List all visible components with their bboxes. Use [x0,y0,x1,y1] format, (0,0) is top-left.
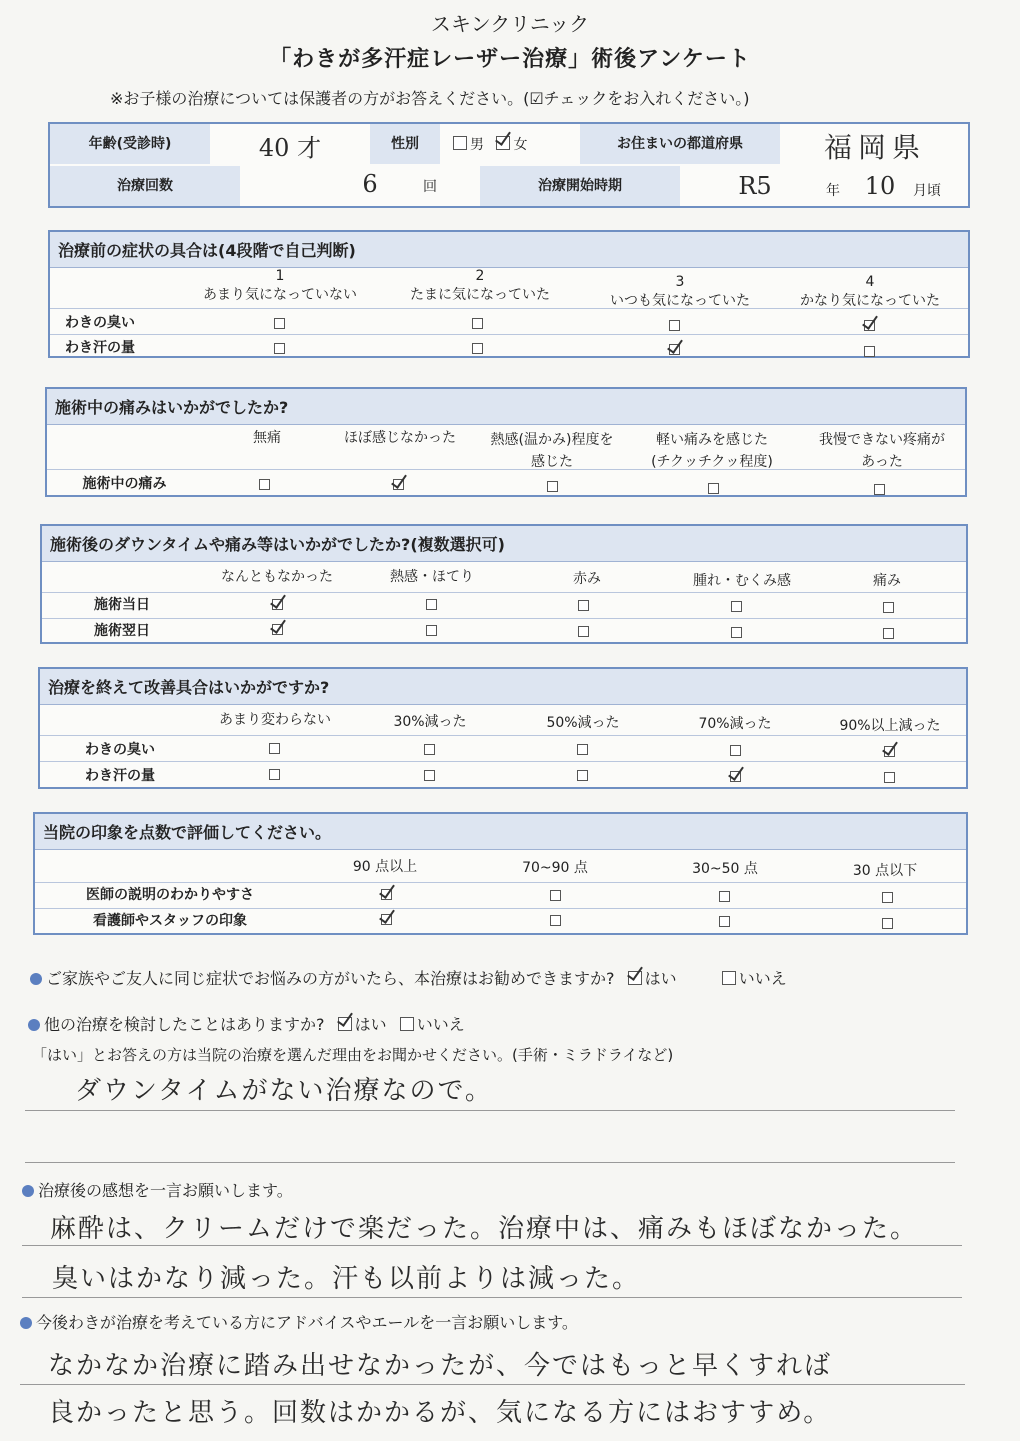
answer-line [22,1245,962,1246]
col-header: 2 たまに気になっていた [410,268,550,303]
checkbox[interactable] [472,318,483,329]
checkbox[interactable] [669,344,680,355]
improvement-section [38,667,968,789]
answer-line [25,1162,955,1163]
checkbox[interactable] [883,602,894,613]
checkbox[interactable] [884,746,895,757]
col-header: 30 点以下 [852,863,918,879]
checkbox[interactable] [274,343,285,354]
yes-label: はい [644,969,677,988]
question-impression [22,1178,293,1201]
checkbox[interactable] [719,891,730,902]
col-header: 90%以上減った [839,718,941,734]
no-label: いいえ [416,1015,465,1034]
question-text: 今後わきが治療を考えている方にアドバイスやエールを一言お願いします。 [36,1313,578,1332]
row-label: 施術中の痛み [82,476,167,492]
checkbox[interactable] [883,628,894,639]
checkbox[interactable] [272,624,283,635]
col-header: 70~90 点 [522,860,588,876]
col-header: 赤み [573,571,601,587]
question-other-treatment [28,1012,988,1035]
count-value: 6 [362,170,378,198]
checkbox[interactable] [424,744,435,755]
age-label: 年齢(受診時) [50,124,210,164]
row-label: わき汗の量 [65,340,135,356]
checkbox[interactable] [731,627,742,638]
no-label: いいえ [738,969,787,988]
row-label: 施術当日 [94,597,150,613]
year-unit: 年 [826,183,840,199]
col-header: 30%減った [393,714,467,730]
answer-line [25,1110,955,1111]
instruction-note: ※お子様の治療については保護者の方がお答えください。(☑チェックをお入れください。) [110,89,750,108]
age-value: 40 才 [258,134,322,162]
bullet-icon [20,1317,32,1329]
checkbox[interactable] [577,770,588,781]
checkbox[interactable] [274,318,285,329]
checkbox[interactable] [381,914,392,925]
checkbox[interactable] [259,479,270,490]
row-label: わき汗の量 [85,768,155,784]
col-header: 痛み [873,573,901,589]
yes-label: はい [354,1015,387,1034]
col-header: 熱感(温かみ)程度を 感じた [490,432,614,470]
col-header: 70%減った [698,716,772,732]
col-header: あまり変わらない [219,712,331,728]
answer-line [20,1384,965,1385]
checkbox[interactable] [547,481,558,492]
col-header: 無痛 [253,430,281,446]
downtime-section [40,524,968,644]
checkbox[interactable] [393,479,404,490]
checkbox[interactable] [424,770,435,781]
section-title: 施術後のダウンタイムや痛み等はいかがでしたか?(複数選択可) [42,526,966,562]
checkbox[interactable] [472,343,483,354]
yes-checkbox[interactable] [338,1017,352,1031]
question-text: 他の治療を検討したことはありますか? [44,1015,325,1034]
col-header: 90 点以上 [352,859,418,875]
checkbox[interactable] [669,320,680,331]
prefecture-value: 福岡県 [823,131,926,164]
col-header: 熱感・ほてり [390,569,474,585]
sex-options[interactable] [445,134,575,154]
impression-section [33,812,968,935]
clinic-name: スキンクリニック [430,12,590,36]
col-header: ほぼ感じなかった [344,430,456,446]
checkbox[interactable] [269,769,280,780]
sex-label: 性別 [370,124,440,164]
checkbox[interactable] [426,625,437,636]
count-label: 治療回数 [50,166,240,206]
row-label: わきの臭い [85,742,155,758]
checkbox[interactable] [550,890,561,901]
advice-line-1: なかなか治療に踏み出せなかったが、今ではもっと早くすれば [48,1351,833,1381]
section-title: 治療を終えて改善具合はいかがですか? [40,669,966,705]
section-title: 治療前の症状の具合は(4段階で自己判断) [50,232,968,268]
checkbox[interactable] [874,484,885,495]
impression-line-1: 麻酔は、クリームだけで楽だった。治療中は、痛みもほぼなかった。 [50,1214,919,1244]
col-header: 4 かなり気になっていた [800,274,940,309]
checkbox[interactable] [882,892,893,903]
checkbox[interactable] [730,771,741,782]
profile-section [48,122,970,208]
checkbox[interactable] [381,889,392,900]
checkbox[interactable] [578,626,589,637]
checkbox[interactable] [884,772,895,783]
answer-reason: ダウンタイムがない治療なので。 [75,1076,493,1106]
section-title: 施術中の痛みはいかがでしたか? [47,389,965,425]
checkbox[interactable] [269,743,280,754]
male-checkbox[interactable] [453,136,467,150]
female-label: 女 [513,137,528,153]
row-label: わきの臭い [65,315,135,331]
male-label: 男 [470,137,484,153]
no-checkbox[interactable] [722,971,736,985]
question-advice [20,1310,578,1333]
question-recommend [30,966,990,989]
female-checkbox[interactable] [496,136,510,150]
checkbox[interactable] [272,599,283,610]
row-label: 施術翌日 [94,623,150,639]
col-header: 腫れ・むくみ感 [693,573,791,589]
bullet-icon [30,973,42,985]
answer-line [22,1297,962,1298]
row-label: 医師の説明のわかりやすさ [86,887,254,903]
advice-line-2: 良かったと思う。回数はかかるが、気になる方にはおすすめ。 [48,1398,832,1428]
survey-title: 「わきが多汗症レーザー治療」術後アンケート [269,47,751,72]
checkbox[interactable] [882,918,893,929]
question-sub: 「はい」とお答えの方は当院の治療を選んだ理由をお聞かせください。(手術・ミラドライなど) [32,1046,674,1064]
prefecture-label: お住まいの都道府県 [580,124,780,164]
col-header: 1 あまり気になっていない [203,268,357,303]
start-month: 10 [864,172,896,200]
col-header: 30~50 点 [692,861,758,877]
section-title: 当院の印象を点数で評価してください。 [35,814,966,850]
checkbox[interactable] [550,915,561,926]
checkbox[interactable] [731,601,742,612]
start-era: R5 [738,172,772,200]
checkbox[interactable] [864,346,875,357]
checkbox[interactable] [426,599,437,610]
row-label: 看護師やスタッフの印象 [93,913,247,929]
count-unit: 回 [423,179,437,195]
start-label: 治療開始時期 [480,166,680,206]
checkbox[interactable] [578,600,589,611]
col-header: なんともなかった [221,569,333,585]
col-header: 3 いつも気になっていた [610,274,750,309]
checkbox[interactable] [719,916,730,927]
no-checkbox[interactable] [400,1017,414,1031]
pain-during-section [45,387,967,497]
month-unit: 月頃 [913,183,941,199]
symptom-before-section [48,230,970,358]
impression-line-2: 臭いはかなり減った。汗も以前よりは減った。 [52,1264,641,1294]
checkbox[interactable] [577,744,588,755]
col-header: 軽い痛みを感じた (チクッチクッ程度) [651,432,773,470]
checkbox[interactable] [864,320,875,331]
question-text: 治療後の感想を一言お願いします。 [38,1181,293,1200]
bullet-icon [22,1185,34,1197]
bullet-icon [28,1019,40,1031]
yes-checkbox[interactable] [628,971,642,985]
col-header: 我慢できない疼痛が あった [819,432,945,470]
checkbox[interactable] [730,745,741,756]
question-text: ご家族やご友人に同じ症状でお悩みの方がいたら、本治療はお勧めできますか? [46,969,615,988]
col-header: 50%減った [546,715,620,731]
checkbox[interactable] [708,483,719,494]
